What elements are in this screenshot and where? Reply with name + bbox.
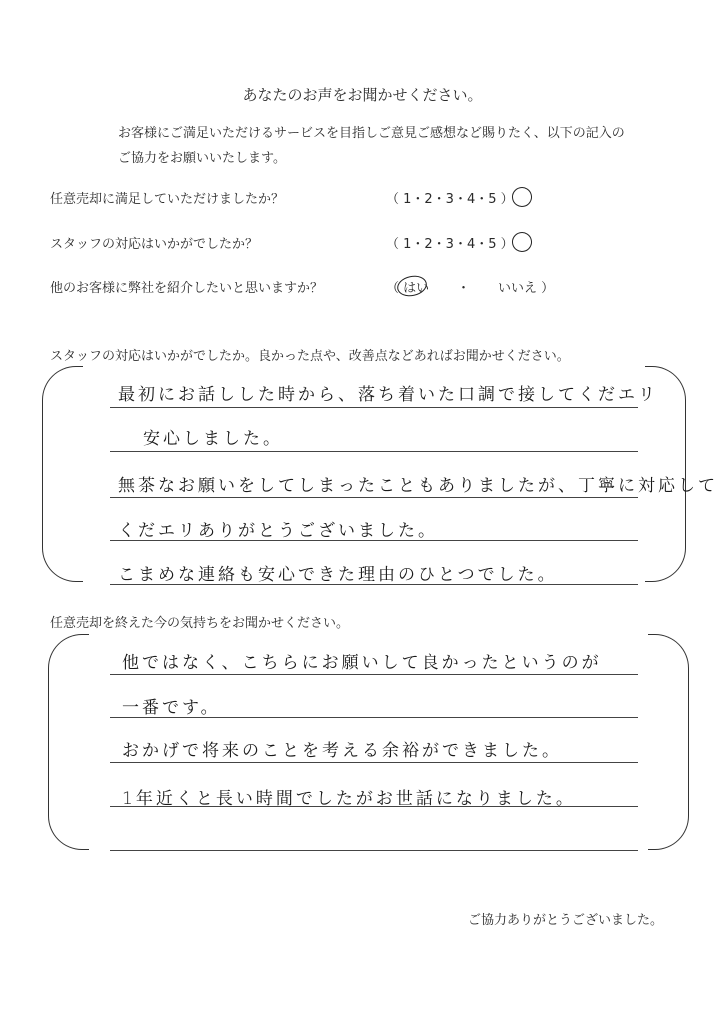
- handwritten-line: 1年近くと長い時間でしたがお世話になりました。: [122, 789, 576, 809]
- left-bracket: [42, 366, 83, 582]
- writing-line: [110, 540, 638, 541]
- handwritten-line: 安心しました。: [143, 429, 283, 449]
- writing-line: [110, 806, 638, 807]
- question-satisfaction: 任意売却に満足していただけましたか？: [50, 192, 285, 207]
- right-bracket: [648, 634, 689, 850]
- intro-line-1: お客様にご満足いただけるサービスを目指しご意見ご感想など賜りたく、以下の記入の: [118, 126, 625, 141]
- writing-line: [110, 850, 638, 851]
- staff-response-rating: （ 1・2・3・4・5 ）: [386, 237, 514, 252]
- handwritten-line: こまめな連絡も安心できた理由のひとつでした。: [118, 565, 558, 585]
- writing-line: [110, 674, 638, 675]
- recommend-separator: ・: [457, 281, 471, 296]
- writing-line: [110, 497, 638, 498]
- intro-line-2: ご協力をお願いいたします。: [118, 151, 286, 166]
- section-current-feelings-label: 任意売却を終えた今の気持ちをお聞かせください。: [50, 616, 350, 631]
- handwritten-line: 他ではなく、こちらにお願いして良かったというのが: [122, 653, 602, 673]
- closing-thanks: ご協力ありがとうございました。: [468, 913, 664, 928]
- section-staff-feedback-label: スタッフの対応はいかがでしたか。良かった点や、改善点などあればお聞かせください。: [50, 349, 570, 364]
- satisfaction-rating: （ 1・2・3・4・5 ）: [386, 192, 514, 207]
- handwritten-line: くだエリありがとうございました。: [118, 521, 438, 541]
- handwritten-line: 無茶なお願いをしてしまったこともありましたが、丁寧に対応して: [118, 476, 718, 496]
- page-title: あなたのお声をお聞かせください。: [242, 86, 483, 104]
- question-recommend: 他のお客様に弊社を紹介したいと思いますか？: [50, 281, 324, 296]
- selected-rating-circle: [510, 185, 534, 209]
- handwritten-line: おかげで将来のことを考える余裕ができました。: [122, 741, 562, 761]
- selected-rating-circle: [510, 230, 534, 254]
- recommend-no-option: いいえ ）: [498, 281, 555, 296]
- writing-line: [110, 451, 638, 452]
- writing-line: [110, 762, 638, 763]
- writing-line: [110, 717, 638, 718]
- recommend-yes-option: （ はい: [386, 281, 430, 296]
- writing-line: [110, 407, 638, 408]
- writing-line: [110, 584, 638, 585]
- handwritten-line: 最初にお話しした時から、落ち着いた口調で接してくだエリ: [118, 385, 658, 405]
- handwritten-line: 一番です。: [122, 698, 221, 718]
- question-staff-response: スタッフの対応はいかがでしたか？: [50, 237, 259, 252]
- left-bracket: [48, 634, 89, 850]
